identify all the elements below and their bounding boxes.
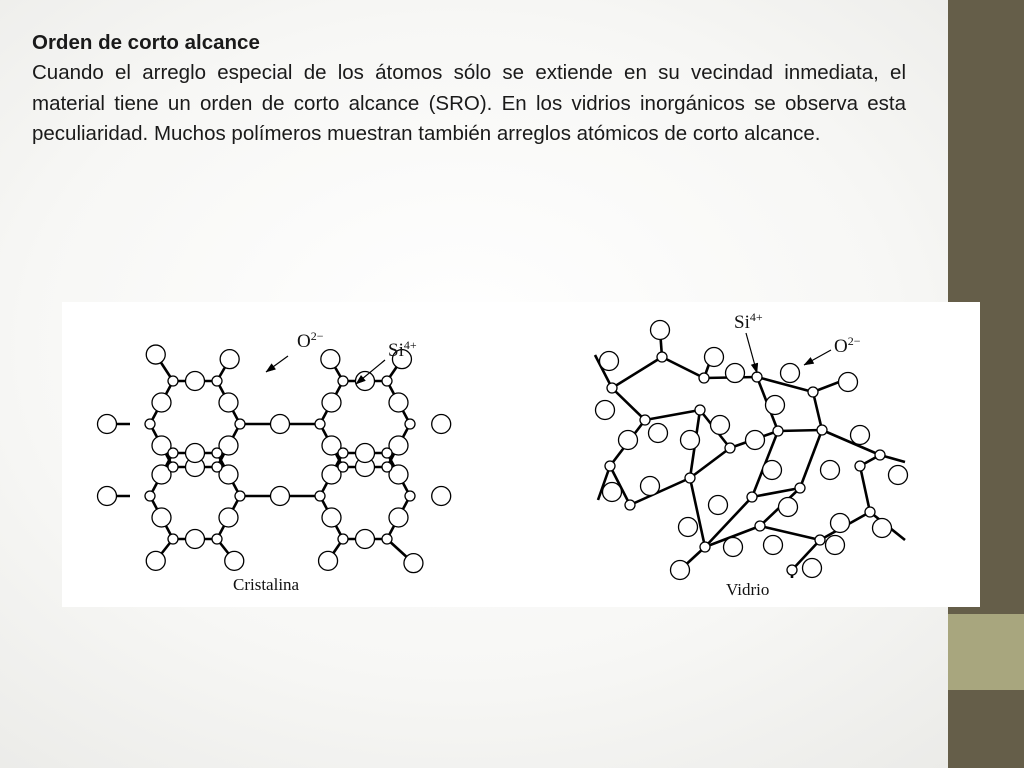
oxygen-atom [764, 536, 783, 555]
silicon-atom [817, 425, 827, 435]
silicon-atom [808, 387, 818, 397]
oxygen-atom [404, 554, 423, 573]
arrow-head [804, 357, 814, 365]
bond-line [662, 357, 704, 378]
silicon-atom [212, 376, 222, 386]
oxygen-atom [389, 508, 408, 527]
oxygen-atom [826, 536, 845, 555]
silicon-atom [875, 450, 885, 460]
oxygen-atom [152, 393, 171, 412]
silicon-atom [795, 483, 805, 493]
silicon-atom [755, 521, 765, 531]
bond-line [690, 448, 730, 478]
oxygen-atom [679, 518, 698, 537]
oxygen-atom [219, 393, 238, 412]
oxygen-atom [319, 551, 338, 570]
silicon-atom [338, 448, 348, 458]
oxygen-atom [271, 487, 290, 506]
oxygen-atom [649, 424, 668, 443]
oxygen-atom [781, 364, 800, 383]
slide-title: Orden de corto alcance [32, 31, 260, 54]
glass-oxygen-label: $O^{2-}$ [834, 334, 861, 357]
silicon-atom [405, 419, 415, 429]
silicon-atom [685, 473, 695, 483]
oxygen-atom [596, 401, 615, 420]
silicon-atom [695, 405, 705, 415]
silicon-atom [168, 448, 178, 458]
oxygen-atom [146, 345, 165, 364]
silicon-atom [338, 534, 348, 544]
oxygen-atom [321, 350, 340, 369]
silicon-atom [787, 565, 797, 575]
oxygen-atom [889, 466, 908, 485]
silicon-atom [747, 492, 757, 502]
slide-body: Cuando el arreglo especial de los átomos sólo se extiende en su vecindad inmediata, el material tiene un orden de corto alcance (SRO). En los vidrios inorgánicos se observa esta peculiaridad. Muchos polímeros muestran también arreglos atómicos de corto alcance. [32, 61, 906, 145]
oxygen-atom [225, 551, 244, 570]
bond-line [778, 430, 822, 431]
oxygen-atom [681, 431, 700, 450]
silicon-atom [212, 448, 222, 458]
silicon-atom [382, 534, 392, 544]
glass-silica-diagram [595, 321, 908, 580]
oxygen-atom [711, 416, 730, 435]
silicon-atom [168, 462, 178, 472]
bond-line [800, 430, 822, 488]
oxygen-atom [219, 508, 238, 527]
silicon-atom [382, 462, 392, 472]
bond-line [612, 357, 662, 388]
oxygen-atom [766, 396, 785, 415]
silicon-atom [145, 419, 155, 429]
silicon-atom [640, 415, 650, 425]
oxygen-atom [98, 487, 117, 506]
oxygen-atom [432, 415, 451, 434]
silicon-atom [315, 419, 325, 429]
silicon-atom [145, 491, 155, 501]
silicon-atom [815, 535, 825, 545]
silicon-atom [212, 534, 222, 544]
bond-line [630, 478, 690, 505]
bond-line [690, 478, 705, 547]
bond-line [612, 388, 645, 420]
silicon-atom [382, 448, 392, 458]
silicon-atom [338, 462, 348, 472]
silicon-atom [725, 443, 735, 453]
silicon-atom [212, 462, 222, 472]
oxygen-atom [220, 350, 239, 369]
oxygen-atom [356, 444, 375, 463]
silicon-atom [168, 376, 178, 386]
oxygen-atom [671, 561, 690, 580]
silicon-atom [625, 500, 635, 510]
oxygen-atom [873, 519, 892, 538]
arrow-head [266, 364, 276, 372]
oxygen-atom [603, 483, 622, 502]
silicon-atom [700, 542, 710, 552]
silicon-atom [657, 352, 667, 362]
silicon-atom [607, 383, 617, 393]
oxygen-atom [600, 352, 619, 371]
bond-line [813, 392, 822, 430]
oxygen-atom [851, 426, 870, 445]
oxygen-atom [356, 530, 375, 549]
glass-silicon-label: $Si^{4+}$ [734, 310, 763, 333]
oxygen-atom [271, 415, 290, 434]
crystal-silicon-label: $Si^{4+}$ [388, 338, 417, 361]
crystal-caption: Cristalina [233, 575, 300, 594]
oxygen-atom [389, 393, 408, 412]
silicon-atom [855, 461, 865, 471]
silicon-atom [605, 461, 615, 471]
oxygen-atom [803, 559, 822, 578]
oxygen-atom [186, 372, 205, 391]
oxygen-atom [146, 551, 165, 570]
crystal-oxygen-label: $O^{2-}$ [297, 329, 324, 352]
oxygen-atom [726, 364, 745, 383]
bond-line [860, 466, 870, 512]
oxygen-atom [724, 538, 743, 557]
bond-line [645, 410, 700, 420]
silicon-atom [235, 491, 245, 501]
oxygen-atom [322, 393, 341, 412]
silicon-atom [338, 376, 348, 386]
silicon-atom [405, 491, 415, 501]
oxygen-atom [186, 444, 205, 463]
silicon-atom [235, 419, 245, 429]
oxygen-atom [839, 373, 858, 392]
oxygen-atom [746, 431, 765, 450]
crystalline-silica-diagram [98, 345, 451, 573]
oxygen-atom [779, 498, 798, 517]
oxygen-atom [705, 348, 724, 367]
silicon-atom [773, 426, 783, 436]
silicon-atom [865, 507, 875, 517]
oxygen-atom [152, 508, 171, 527]
oxygen-atom [619, 431, 638, 450]
oxygen-atom [651, 321, 670, 340]
arrow-head [751, 363, 758, 373]
oxygen-atom [763, 461, 782, 480]
silicon-atom [315, 491, 325, 501]
oxygen-atom [641, 477, 660, 496]
oxygen-atom [98, 415, 117, 434]
oxygen-atom [186, 530, 205, 549]
oxygen-atom [322, 508, 341, 527]
glass-caption: Vidrio [726, 580, 770, 599]
oxygen-atom [821, 461, 840, 480]
silicon-atom [382, 376, 392, 386]
oxygen-atom [709, 496, 728, 515]
silicon-atom [752, 372, 762, 382]
oxygen-atom [432, 487, 451, 506]
oxygen-atom [831, 514, 850, 533]
silicon-atom [699, 373, 709, 383]
silicon-atom [168, 534, 178, 544]
